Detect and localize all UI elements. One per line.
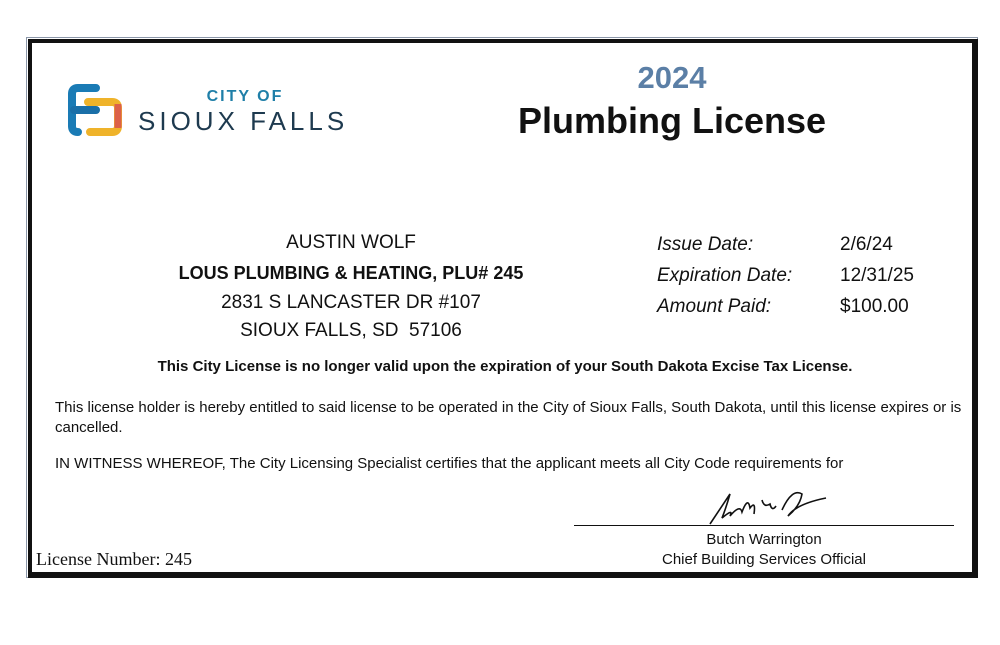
signature-image: [700, 486, 830, 528]
issue-date-label: Issue Date:: [657, 234, 754, 255]
validity-notice: This City License is no longer valid upon the expiration of your South Dakota Excise Tax License.: [157, 358, 853, 375]
witness-paragraph: IN WITNESS WHEREOF, The City Licensing Specialist certifies that the applicant meets all City Code requirements for: [55, 455, 844, 472]
license-number: License Number: 245: [36, 549, 192, 569]
signer-name: Butch Warrington: [706, 531, 822, 548]
business-name: LOUS PLUMBING & HEATING, PLU# 245: [178, 263, 524, 283]
address-line2: SIOUX FALLS, SD 57106: [240, 320, 462, 341]
issue-date-value: 2/6/24: [840, 234, 893, 255]
signature-line: [574, 525, 954, 526]
amount-paid-value: $100.00: [840, 296, 909, 317]
expiration-date-label: Expiration Date:: [657, 265, 793, 286]
expiration-date-value: 12/31/25: [840, 265, 914, 286]
logo-line2: SIOUX FALLS: [138, 106, 349, 136]
address-line1: 2831 S LANCASTER DR #107: [221, 292, 481, 313]
holder-name: AUSTIN WOLF: [286, 232, 416, 253]
signer-title: Chief Building Services Official: [662, 551, 866, 568]
logo-line1: CITY OF: [206, 88, 284, 105]
entitlement-paragraph: This license holder is hereby entitled to said license to be operated in the City of Sioux Falls, South Dakota, until this license expires or is cancelled.: [55, 399, 962, 436]
license-title: Plumbing License: [517, 100, 827, 141]
license-year: 2024: [637, 60, 707, 95]
amount-paid-label: Amount Paid:: [657, 296, 772, 317]
city-logo-icon: [68, 82, 124, 138]
